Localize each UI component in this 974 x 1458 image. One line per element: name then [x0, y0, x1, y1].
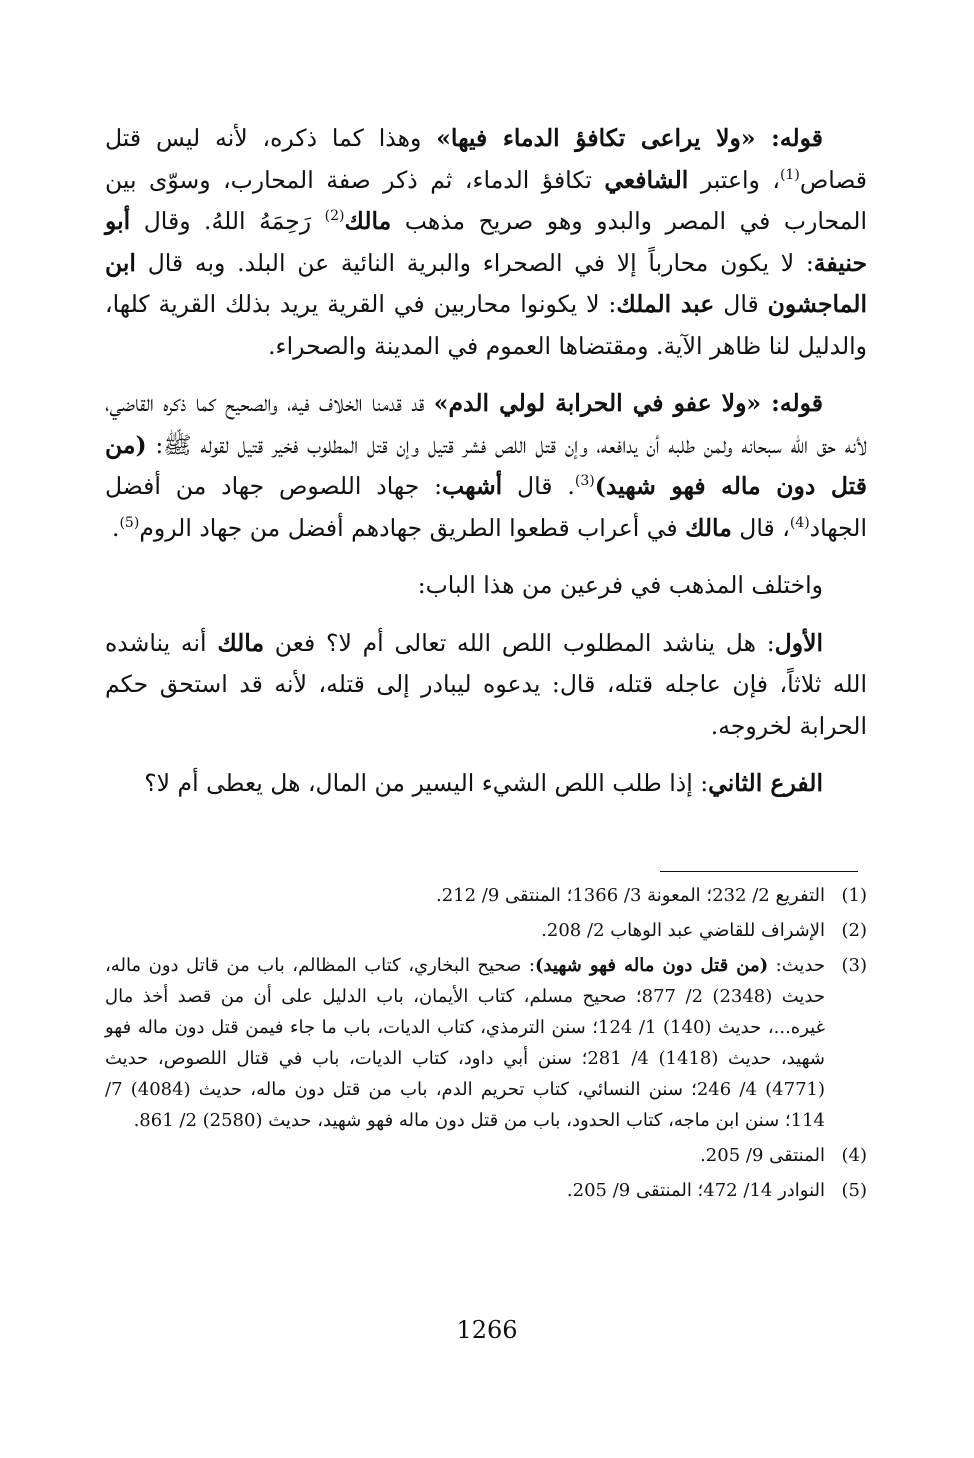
footnote-ref-2[interactable]: (2) [324, 208, 345, 225]
quoted-heading: قوله: «ولا عفو في الحرابة لولي الدم» [433, 389, 823, 417]
footnote-text: المنتقى 9/ 205. [700, 1145, 825, 1166]
main-text [105, 118, 867, 821]
text-run: وهذا كما ذكره، لأنه ليس قتل قصاص [105, 124, 867, 194]
footnote-5 [105, 1175, 867, 1206]
footnote-1 [105, 880, 867, 911]
hadith-quote: (من قتل دون ماله فهو شهيد) [105, 430, 867, 500]
text-run: : إذا طلب اللص الشيء اليسير من المال، هل يعطى أم لا؟ [144, 769, 709, 797]
name-malik: مالك [685, 513, 732, 542]
name-ashhab: أشهب [442, 472, 503, 500]
footnote-text: الإشراف للقاضي عبد الوهاب 2/ 208. [541, 920, 825, 941]
paragraph-3: واختلف المذهب في فرعين من هذا الباب: [417, 571, 823, 599]
branch-heading-first: الأول [774, 628, 823, 657]
text-run: أنه يناشده الله ثلاثاً، فإن عاجله قتله، قال: يدعوه ليبادر إلى قتله، لأنه قد استحق حكم الحرابة لخروجه. [105, 628, 867, 740]
footnote-text: التفريع 2/ 232؛ المعونة 3/ 1366؛ المنتقى 9/ 212. [435, 885, 825, 906]
text-run: : لا يكونوا محاربين في القرية يريد بذلك القرية كلها، والدليل لنا ظاهر الآية. ومقتضاها العموم في المدينة والصحراء. [105, 290, 867, 360]
footnote-prefix: حديث: [768, 955, 826, 976]
footnote-divider [660, 871, 858, 872]
footnote-number: (5) [841, 1180, 867, 1201]
page-number: 1266 [456, 1316, 518, 1344]
text-run: : هل يناشد المطلوب اللص الله تعالى أم لا؟ فعن [264, 628, 775, 657]
footnote-2 [105, 915, 867, 946]
hadith-quote: (من قتل دون ماله فهو شهيد) [534, 955, 769, 976]
name-abd-almalik: عبد الملك [616, 290, 715, 318]
text-run: تكافؤ الدماء، ثم ذكر صفة المحارب، وسوّى بين المحارب في المصر والبدو وهو صريح مذهب [105, 165, 867, 235]
footnote-number: (4) [841, 1145, 867, 1166]
paragraph-2 [105, 383, 867, 549]
paragraph-4 [105, 623, 867, 748]
name-malik: مالك [217, 628, 265, 657]
footnote-number: (1) [841, 885, 867, 906]
name-ibn-majishun: ابن الماجشون [105, 248, 867, 318]
name-abu-hanifa: أبو حنيفة [105, 207, 867, 277]
text-run: رَحِمَهُ اللهُ. وقال [130, 207, 325, 235]
footnote-number: (3) [841, 955, 867, 976]
footnote-text-block [105, 950, 825, 1136]
footnote-text: : صحيح البخاري، كتاب المظالم، باب من قاتل دون ماله، حديث (2348) 2/ 877؛ صحيح مسلم، كتاب الأيمان، باب الدليل على أن من قصد أخذ مال غيره...، حديث (140) 1/ 124؛ سنن الترمذي، كتاب الديات، باب ما جاء فيمن قتل دون ماله فهو شهيد، حديث (1418) 4/ 281؛ سنن أبي داود، كتاب الديات، باب في قتال اللصوص، حديث (4771) 4/ 246؛ سنن النسائي، كتاب تحريم الدم، باب من قتل دون ماله، حديث (4084) 7/ 114؛ سنن ابن ماجه، كتاب الحدود، باب من قتل دون ماله فهو شهيد، حديث (2580) 2/ 861. [105, 955, 826, 1131]
quoted-heading: قوله: «ولا يراعى تكافؤ الدماء فيها» [436, 124, 823, 152]
text-run: ، واعتبر [688, 165, 780, 194]
footnote-text: النوادر 14/ 472؛ المنتقى 9/ 205. [566, 1180, 825, 1201]
footnote-ref-4[interactable]: (4) [789, 514, 810, 531]
text-run: ، قال [731, 513, 790, 542]
paragraph-5 [105, 763, 867, 805]
text-run: . قال [502, 472, 575, 500]
text-run: في أعراب قطعوا الطريق جهادهم أفضل من جهاد الروم [139, 513, 686, 542]
text-run: : جهاد اللصوص جهاد من أفضل الجهاد [105, 472, 867, 542]
footnote-ref-5[interactable]: (5) [119, 514, 140, 531]
branch-heading-second: الفرع الثاني [708, 769, 823, 797]
name-malik: مالك [344, 207, 392, 235]
footnote-ref-3[interactable]: (3) [574, 473, 595, 490]
text-run: . [111, 513, 120, 542]
text-run: قد قدمنا الخلاف فيه، والصحيح كما ذكره القاضي، لأنه حق الله سبحانه ولمن طلبه أن يدافعه، وإن قتل اللص فشر قتيل وإن قتل المطلوب فخير قتيل لقوله ﷺ: [105, 389, 867, 459]
footnotes [105, 880, 867, 1210]
footnote-ref-1[interactable]: (1) [779, 166, 800, 183]
paragraph-1 [105, 118, 867, 367]
text-run: قال [714, 290, 768, 318]
footnote-number: (2) [841, 920, 867, 941]
name-shafii: الشافعي [604, 165, 689, 194]
footnote-4 [105, 1140, 867, 1171]
footnote-3 [105, 950, 867, 1136]
text-run: : لا يكون محارباً إلا في الصحراء والبرية النائية عن البلد. وبه قال [135, 248, 814, 277]
